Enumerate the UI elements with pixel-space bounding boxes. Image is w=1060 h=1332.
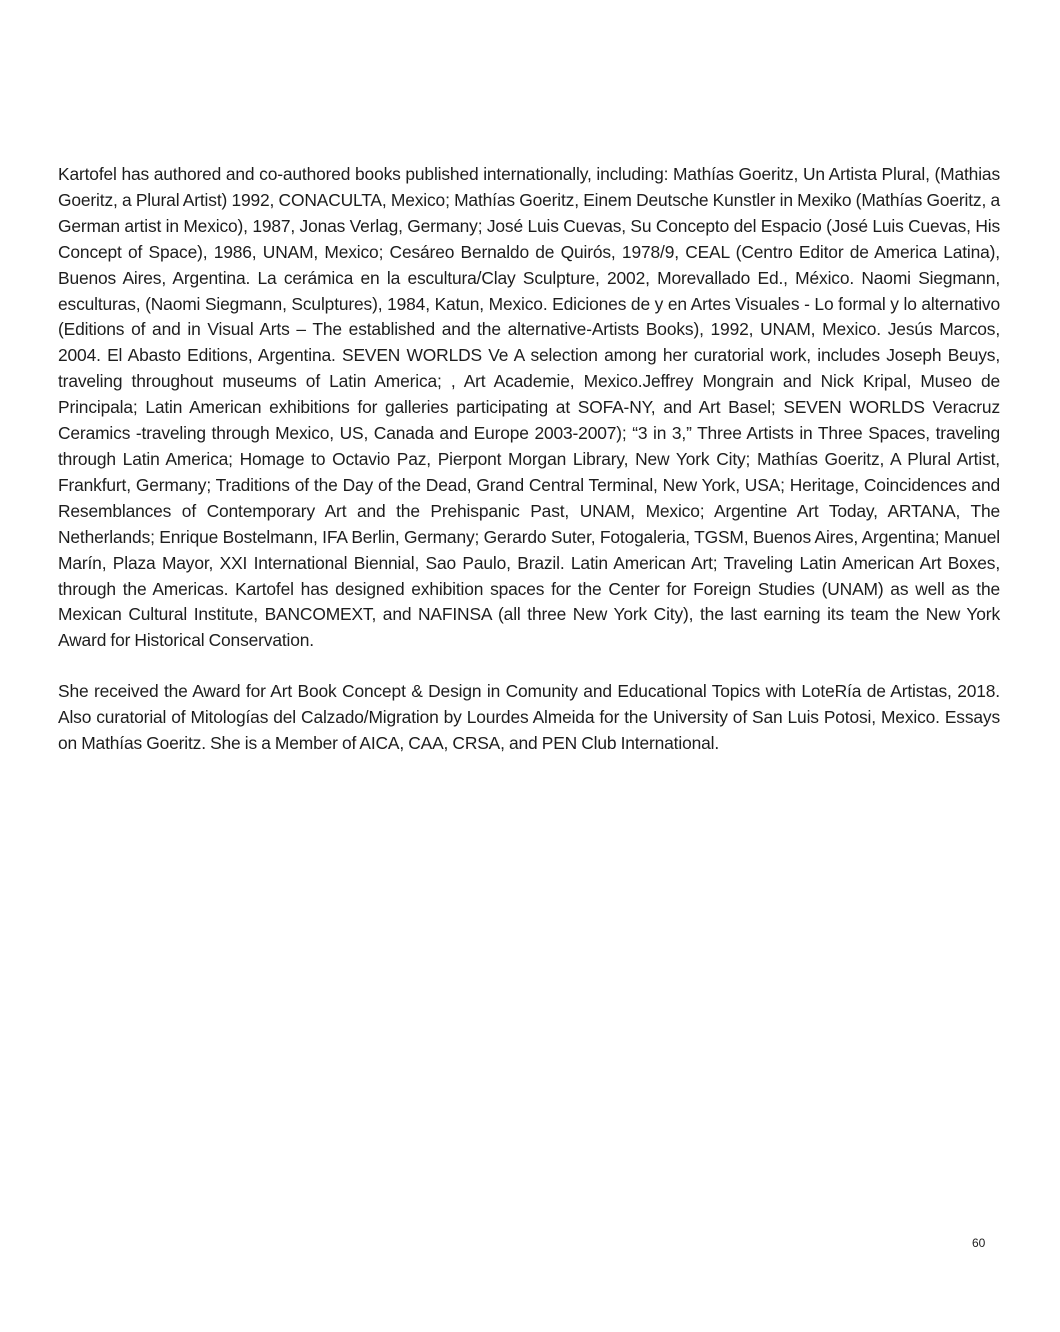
paragraph-awards-memberships: She received the Award for Art Book Concept & Design in Comunity and Educational Topics with LoteRía de Artistas, 2018. Also curatorial of Mitologías del Calzado/Migration by Lourdes Almeida for the University of San Luis Potosi, Mexico. Essays on Mathías Goeritz. She is a Member of AICA, CAA, CRSA, and PEN Club International. <box>58 681 1000 754</box>
page-number: 60 <box>972 1236 986 1250</box>
paragraph-bibliography-curatorial: Kartofel has authored and co-authored books published internationally, including: Mathías Goeritz, Un Artista Plural, (Mathias Goeritz, a Plural Artist) 1992, CONACULTA, Mexico; Mathías Goeritz, Einem Deutsche Kunstler in Mexiko (Mathías Goeritz, a German artist in Mexico), 1987, Jonas Verlag, Germany; José Luis Cuevas, Su Concepto del Espacio (José Luis Cuevas, His Concept of Space), 1986, UNAM, Mexico; Cesáreo Bernaldo de Quirós, 1978/9, CEAL (Centro Editor de America Latina), Buenos Aires, Argentina. La cerámica en la escultura/Clay Sculpture, 2002, Morevallado Ed., México. Naomi Siegmann, esculturas, (Naomi Siegmann, Sculptures), 1984, Katun, Mexico. Ediciones de y en Artes Visuales - Lo formal y lo alternativo (Editions of and in Visual Arts – The established and the alternative-Artists Books), 1992, UNAM, Mexico. Jesús Marcos, 2004. El Abasto Editions, Argentina. SEVEN WORLDS Ve A selection among her curatorial work, includes Joseph Beuys, traveling throughout museums of Latin America; , Art Academie, Mexico.Jeffrey Mongrain and Nick Kripal, Museo de Principala; Latin American exhibitions for galleries participating at SOFA-NY, and Art Basel; SEVEN WORLDS Veracruz Ceramics -traveling through Mexico, US, Canada and Europe 2003-2007); “3 in 3,” Three Artists in Three Spaces, traveling through Latin America; Homage to Octavio Paz, Pierpont Morgan Library, New York City; Mathías Goeritz, A Plural Artist, Frankfurt, Germany; Traditions of the Day of the Dead, Grand Central Terminal, New York, USA; Heritage, Coincidences and Resemblances of Contemporary Art and the Prehispanic Past, UNAM, Mexico; Argentine Art Today, ARTANA, The Netherlands; Enrique Bostelmann, IFA Berlin, Germany; Gerardo Suter, Fotogaleria, TGSM, Buenos Aires, Argentina; Manuel Marín, Plaza Mayor, XXI International Biennial, Sao Paulo, Brazil. Latin American Art; Traveling Latin American Art Boxes, through the Americas. Kartofel has designed exhibition spaces for the Center for Foreign Studies (UNAM) as well as the Mexican Cultural Institute, BANCOMEXT, and NAFINSA (all three New York City), the last earning its team the New York Award for Historical Conservation. <box>58 164 1000 651</box>
body-text <box>58 162 1000 757</box>
